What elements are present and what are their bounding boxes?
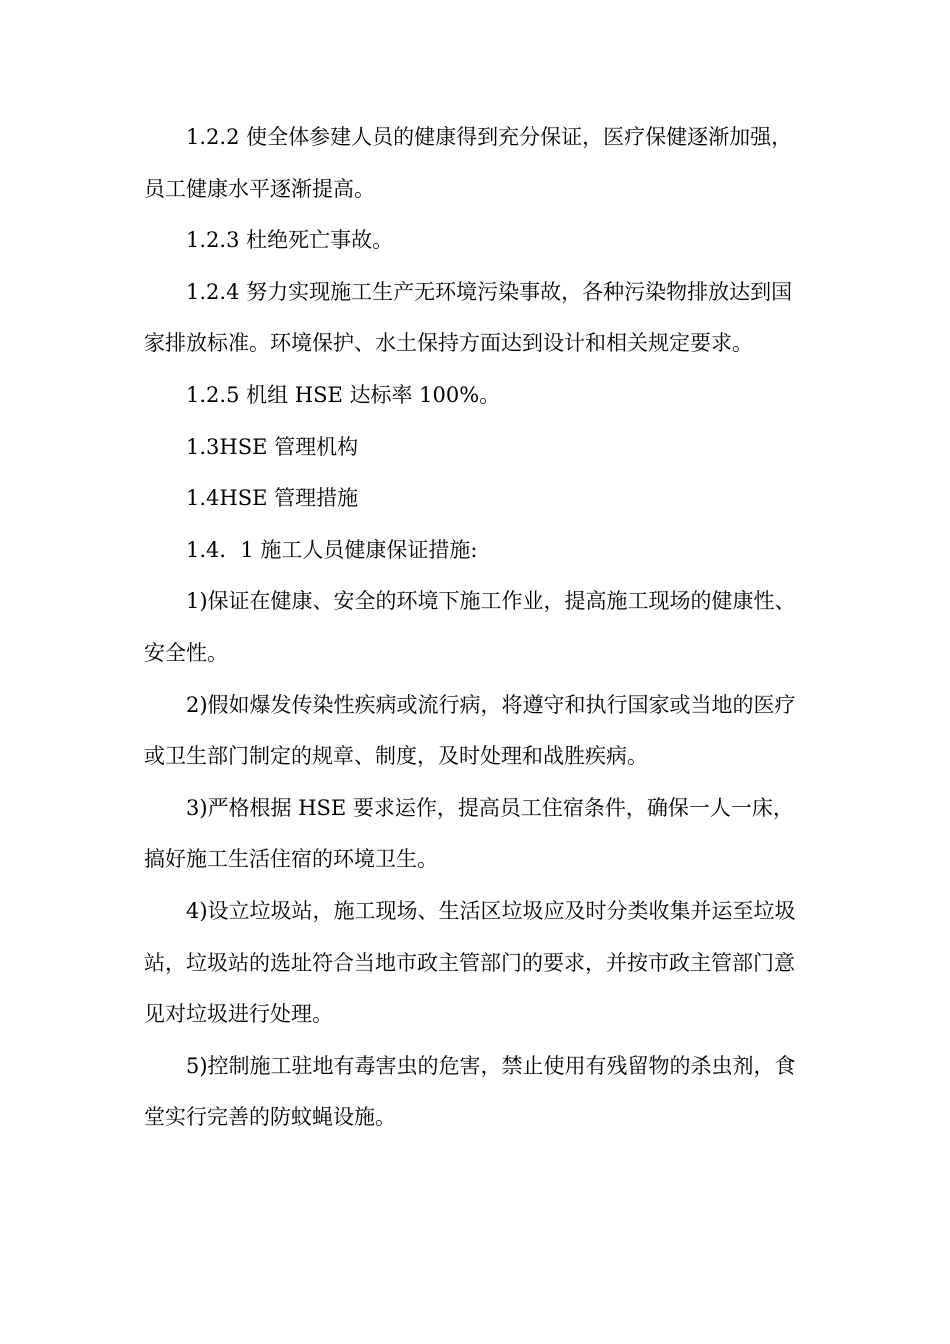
list-item-3: 3)严格根据 HSE 要求运作，提高员工住宿条件，确保一人一床，搞好施工生活住宿的环境卫生。	[144, 795, 794, 872]
heading-1-3: 1.3HSE 管理机构	[186, 434, 359, 459]
list-item-2: 2)假如爆发传染性疾病或流行病，将遵守和执行国家或当地的医疗或卫生部门制定的规章、制度，及时处理和战胜疾病。	[144, 692, 796, 769]
list-item-5: 5)控制施工驻地有毒害虫的危害，禁止使用有残留物的杀虫剂，食堂实行完善的防蚊蝇设施。	[144, 1053, 796, 1130]
document-body	[144, 112, 806, 1144]
paragraph-1-2-3: 1.2.3 杜绝死亡事故。	[186, 228, 394, 253]
paragraph-1-2-5: 1.2.5 机组 HSE 达标率 100%。	[186, 382, 501, 407]
list-item-1: 1)保证在健康、安全的环境下施工作业，提高施工现场的健康性、安全性。	[144, 589, 796, 665]
heading-1-4-1: 1.4．1 施工人员健康保证措施:	[186, 537, 478, 562]
paragraph-1-2-4: 1.2.4 努力实现施工生产无环境污染事故，各种污染物排放达到国家排放标准。环境保护、水土保持方面达到设计和相关规定要求。	[144, 279, 793, 356]
heading-1-4: 1.4HSE 管理措施	[186, 486, 359, 511]
paragraph-1-2-2: 1.2.2 使全体参建人员的健康得到充分保证，医疗保健逐渐加强，员工健康水平逐渐提高。	[144, 125, 793, 201]
list-item-4: 4)设立垃圾站，施工现场、生活区垃圾应及时分类收集并运至垃圾站，垃圾站的选址符合当地市政主管部门的要求，并按市政主管部门意见对垃圾进行处理。	[144, 898, 796, 1027]
